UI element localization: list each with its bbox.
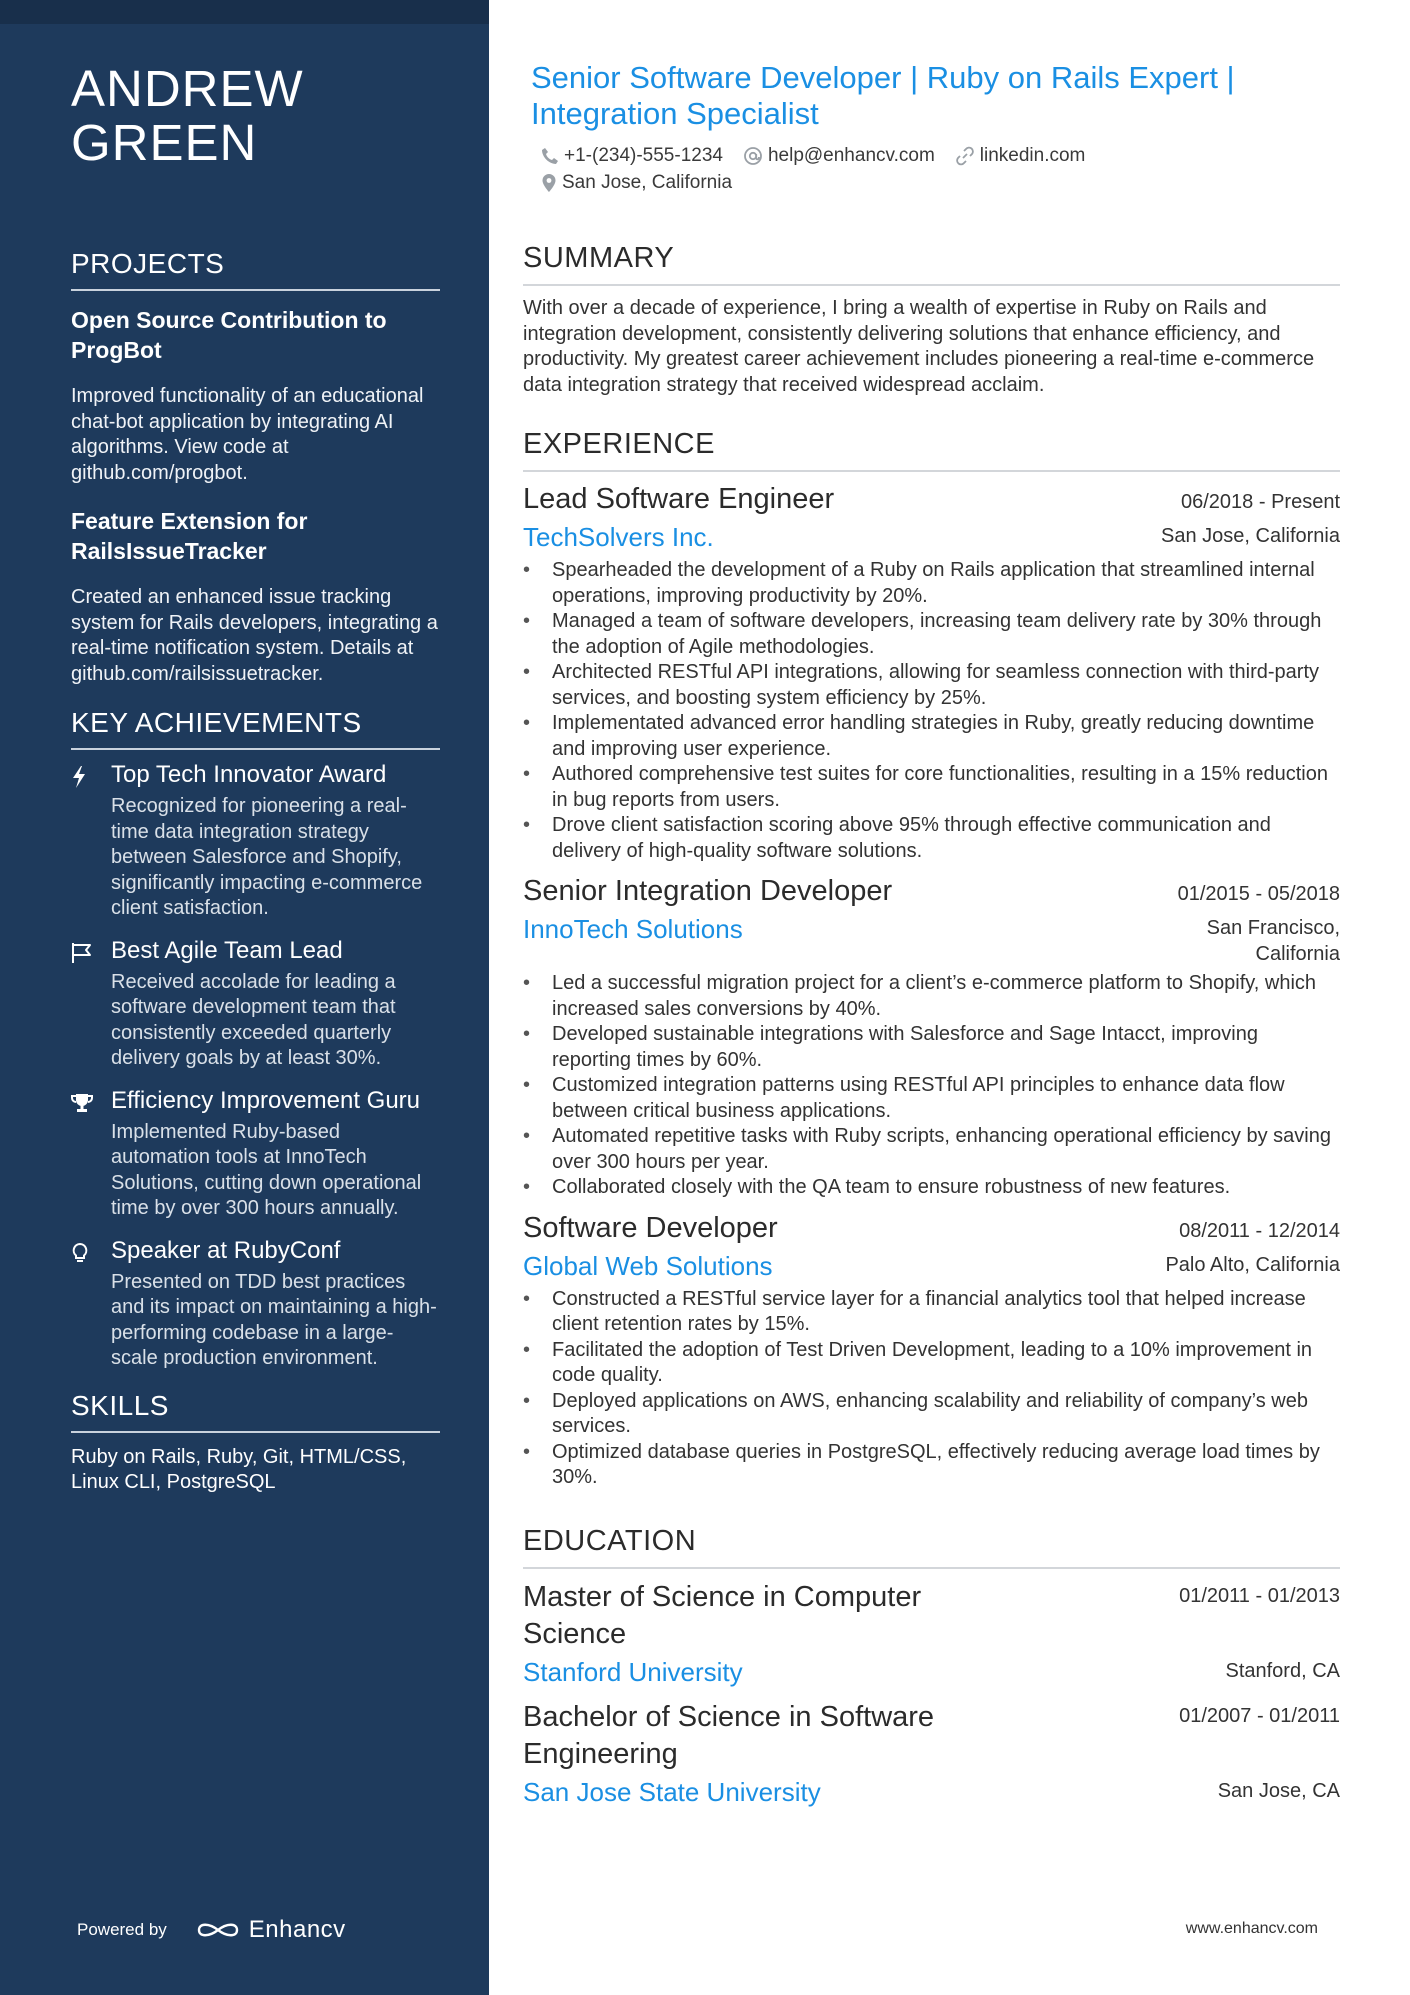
education-entry <box>523 1699 1340 1809</box>
contact-info <box>485 142 1340 196</box>
skills-heading: SKILLS <box>71 1390 440 1433</box>
sidebar <box>0 0 489 1995</box>
school-name: Stanford University <box>523 1656 743 1687</box>
job-bullet: • Architected RESTful API integrations, allowing for seamless connection with third-party services, and boosting system efficiency by 25%. <box>523 660 1340 711</box>
company-name: Global Web Solutions <box>523 1250 773 1281</box>
school-name: San Jose State University <box>523 1776 821 1807</box>
powered-by <box>77 1916 346 1944</box>
location-contact <box>541 172 732 194</box>
degree-title: Bachelor of Science in Software Engineering <box>523 1700 935 1770</box>
job-bullet: • Managed a team of software developers, increasing team delivery rate by 30% through the adoption of Agile methodologies. <box>523 609 1340 660</box>
phone-text: +1-(234)-555-1234 <box>564 144 723 166</box>
email-contact[interactable] <box>743 145 935 167</box>
name-line-1: ANDREW <box>71 60 304 117</box>
lightbulb-icon <box>71 1236 111 1372</box>
job-entry <box>523 872 1340 1201</box>
summary-section <box>523 242 1340 398</box>
job-title: Software Developer <box>523 1211 778 1244</box>
headline: Senior Software Developer | Ruby on Rails Expert | Integration Specialist <box>531 60 1235 131</box>
achievement-item <box>71 1086 440 1222</box>
job-entry <box>523 1209 1340 1491</box>
job-bullet: • Led a successful migration project for a client’s e-commerce platform to Shopify, which increased sales conversions by 40%. <box>523 971 1340 1022</box>
at-icon <box>743 146 763 166</box>
job-bullet: • Developed sustainable integrations with Salesforce and Sage Intacct, improving reporting times by 60%. <box>523 1022 1340 1073</box>
job-bullet: • Deployed applications on AWS, enhancing scalability and reliability of company’s web services. <box>523 1389 1340 1440</box>
achievement-item <box>71 936 440 1072</box>
powered-by-label: Powered by <box>77 1920 167 1939</box>
skills-section <box>71 1390 440 1496</box>
sidebar-top-strip <box>0 0 489 24</box>
experience-heading: EXPERIENCE <box>523 428 1340 472</box>
project-title: Feature Extension for RailsIssueTracker <box>71 508 308 564</box>
phone-contact[interactable] <box>541 145 723 167</box>
achievement-description: Received accolade for leading a software development team that consistently exceeded quarterly delivery goals by at least 30%. <box>111 970 396 1069</box>
achievement-item <box>71 1236 440 1372</box>
achievement-description: Presented on TDD best practices and its impact on maintaining a high-performing codebase in a large-scale production environment. <box>111 1270 437 1369</box>
enhancv-logo-icon <box>195 1919 241 1941</box>
email-text: help@enhancv.com <box>767 144 935 166</box>
job-date: 08/2011 - 12/2014 <box>1179 1219 1340 1242</box>
education-heading: EDUCATION <box>523 1525 1340 1569</box>
school-location: San Jose, CA <box>1217 1779 1340 1802</box>
job-bullet: • Constructed a RESTful service layer for a financial analytics tool that helped increase client retention rates by 15%. <box>523 1287 1340 1338</box>
education-date: 01/2007 - 01/2011 <box>1179 1704 1340 1727</box>
project-title: Open Source Contribution to ProgBot <box>71 307 387 363</box>
job-location: San Francisco, California <box>1206 917 1340 965</box>
summary-heading: SUMMARY <box>523 242 1340 286</box>
education-date: 01/2011 - 01/2013 <box>1179 1584 1340 1607</box>
project-description: Improved functionality of an educational chat-bot application by integrating AI algorithms. View code at github.com/progbot. <box>71 385 424 484</box>
achievement-title: Speaker at RubyConf <box>111 1236 341 1264</box>
enhancv-logo[interactable] <box>195 1916 346 1944</box>
achievement-description: Implemented Ruby-based automation tools at InnoTech Solutions, cutting down operational time by over 300 hours annually. <box>111 1120 422 1219</box>
footer-website[interactable]: www.enhancv.com <box>1185 1920 1318 1937</box>
main-content <box>489 0 1410 1995</box>
linkedin-text: linkedin.com <box>979 144 1086 166</box>
achievement-title: Efficiency Improvement Guru <box>111 1086 421 1114</box>
achievement-title: Top Tech Innovator Award <box>111 761 387 788</box>
job-bullet: • Spearheaded the development of a Ruby on Rails application that streamlined internal operations, improving productivity by 20%. <box>523 558 1340 609</box>
project-item <box>71 506 440 687</box>
trophy-icon <box>71 1086 111 1222</box>
school-location: Stanford, CA <box>1225 1659 1340 1682</box>
candidate-name <box>71 0 440 170</box>
linkedin-contact[interactable] <box>955 145 1086 167</box>
lightning-icon <box>71 760 111 922</box>
job-bullet: • Customized integration patterns using RESTful API principles to enhance data flow between critical business applications. <box>523 1073 1340 1124</box>
job-location: Palo Alto, California <box>1165 1253 1340 1276</box>
job-title: Senior Integration Developer <box>523 875 893 907</box>
job-bullet: • Drove client satisfaction scoring above 95% through effective communication and delivery of high-quality software solutions. <box>523 813 1340 864</box>
job-bullet: • Optimized database queries in PostgreSQL, effectively reducing average load times by 30%. <box>523 1440 1340 1491</box>
location-pin-icon <box>541 173 557 193</box>
job-bullet: • Implementated advanced error handling strategies in Ruby, greatly reducing downtime and improving user experience. <box>523 711 1340 762</box>
job-bullet: • Collaborated closely with the QA team to ensure robustness of new features. <box>523 1175 1340 1201</box>
projects-heading: PROJECTS <box>71 248 440 291</box>
achievements-section <box>71 707 440 1372</box>
location-text: San Jose, California <box>562 171 733 193</box>
name-line-2: GREEN <box>71 114 258 171</box>
skills-list: Ruby on Rails, Ruby, Git, HTML/CSS, Linux CLI, PostgreSQL <box>71 1445 407 1493</box>
education-entry <box>523 1579 1340 1689</box>
phone-icon <box>541 147 559 165</box>
job-date: 01/2015 - 05/2018 <box>1177 883 1340 905</box>
project-description: Created an enhanced issue tracking system for Rails developers, integrating a real-time notification system. Details at github.com/railsissuetracker. <box>71 586 438 685</box>
job-bullets <box>523 1287 1340 1491</box>
enhancv-brand: Enhancv <box>248 1916 346 1943</box>
job-bullets <box>523 558 1340 864</box>
summary-text: With over a decade of experience, I bring a wealth of expertise in Ruby on Rails and integration development, consistently delivering solutions that enhance efficiency, and productivity. My greatest career achievement includes pioneering a real-time e-commerce data integration strategy that received widespread acclaim. <box>523 297 1315 396</box>
achievement-title: Best Agile Team Lead <box>111 936 343 964</box>
flag-icon <box>71 936 111 1072</box>
education-section <box>523 1525 1340 1809</box>
achievements-heading: KEY ACHIEVEMENTS <box>71 707 440 750</box>
project-item <box>71 305 440 486</box>
achievement-description: Recognized for pioneering a real-time data integration strategy between Salesforce and Shopify, significantly impacting e-commerce client satisfaction. <box>111 795 423 919</box>
link-icon <box>955 146 975 166</box>
job-entry <box>523 480 1340 864</box>
projects-section <box>71 248 440 687</box>
job-bullet: • Facilitated the adoption of Test Driven Development, leading to a 10% improvement in code quality. <box>523 1338 1340 1389</box>
degree-title: Master of Science in Computer Science <box>523 1580 922 1650</box>
experience-section <box>523 428 1340 1491</box>
company-name: TechSolvers Inc. <box>523 522 714 552</box>
job-bullets <box>523 971 1340 1201</box>
job-title: Lead Software Engineer <box>523 483 835 515</box>
job-bullet: • Authored comprehensive test suites for core functionalities, resulting in a 15% reduction in bug reports from users. <box>523 762 1340 813</box>
company-name: InnoTech Solutions <box>523 914 743 944</box>
job-location: San Jose, California <box>1161 525 1340 547</box>
achievement-item <box>71 760 440 922</box>
job-bullet: • Automated repetitive tasks with Ruby scripts, enhancing operational efficiency by saving over 300 hours per year. <box>523 1124 1340 1175</box>
job-date: 06/2018 - Present <box>1181 491 1340 513</box>
